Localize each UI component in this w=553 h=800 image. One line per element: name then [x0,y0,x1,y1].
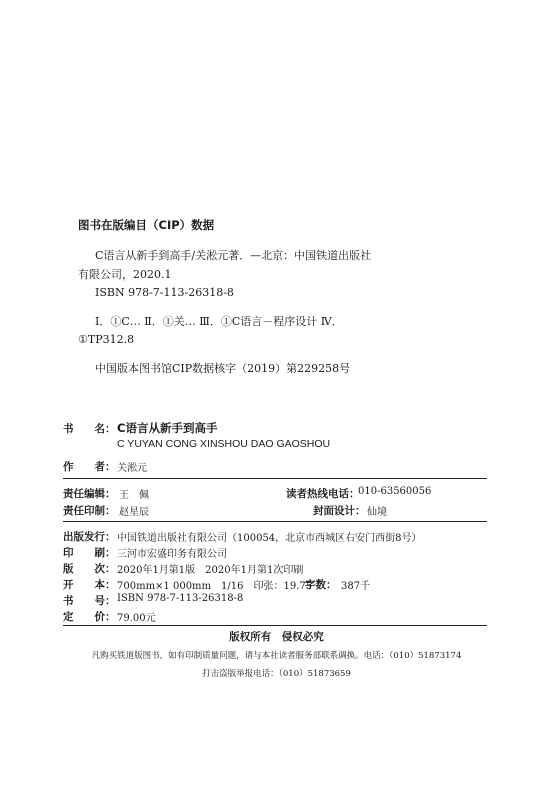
print-label: 印 刷： [63,547,116,559]
price: 79.00元 [117,613,156,624]
cip-isbn: ISBN 978-7-113-26318-8 [95,286,234,299]
divider-3 [63,625,487,626]
book-title: C语言从新手到高手 [117,421,218,435]
word-count: 387千 [341,581,371,592]
divider-2 [63,521,487,522]
rights-notice: 凡购买铁道版图书，如有印制质量问题，请与本社读者服务部联系调换。电话：（010）51873174 [91,651,462,661]
cover-label: 封面设计： [313,505,366,517]
cip-title: 图书在版编目（CIP）数据 [78,218,215,232]
format-label: 开 本： [63,579,116,591]
format: 700mm×1 000mm 1/16 印张：19.75 [117,581,313,592]
hotline: 010-63560056 [358,486,432,497]
cover-designer: 仙境 [367,507,387,518]
divider-1 [63,478,487,479]
cip-line-1: C语言从新手到高手/关淞元著．—北京：中国铁道出版社 [95,249,372,262]
print-house: 三河市宏盛印务有限公司 [117,549,227,560]
book-title-roman: C YUYAN CONG XINSHOU DAO GAOSHOU [117,438,331,450]
publisher: 中国铁道出版社有限公司（100054，北京市西城区右安门西街8号） [117,533,422,544]
printer: 赵星辰 [119,507,149,518]
isbn: ISBN 978-7-113-26318-8 [117,593,244,604]
printer-label: 责任印制： [63,505,116,517]
hotline-label: 读者热线电话： [286,488,360,500]
editor: 王 佩 [119,490,149,501]
cip-classification-code: ①TP312.8 [78,333,135,346]
cip-line-2: 有限公司，2020.1 [78,268,172,281]
edition: 2020年1月第1版 2020年1月第1次印刷 [117,565,304,576]
title-label: 书 名： [63,423,116,435]
author-label: 作 者： [63,461,116,473]
publisher-label: 出版发行： [63,531,116,543]
rights-title: 版权所有 侵权必究 [229,631,324,643]
price-label: 定 价： [63,611,116,623]
cip-data-number: 中国版本图书馆CIP数据核字（2019）第229258号 [95,362,351,375]
editor-label: 责任编辑： [63,488,116,500]
cip-classification: Ⅰ．①C… Ⅱ．①关… Ⅲ．①C语言－程序设计 Ⅳ． [95,315,343,328]
isbn-label: 书 号： [63,595,116,607]
words-label: 字数： [305,579,337,591]
piracy-hotline: 打击盗版举报电话：（010）51873659 [202,669,351,679]
author: 关淞元 [117,463,147,474]
edition-label: 版 次： [63,563,116,575]
